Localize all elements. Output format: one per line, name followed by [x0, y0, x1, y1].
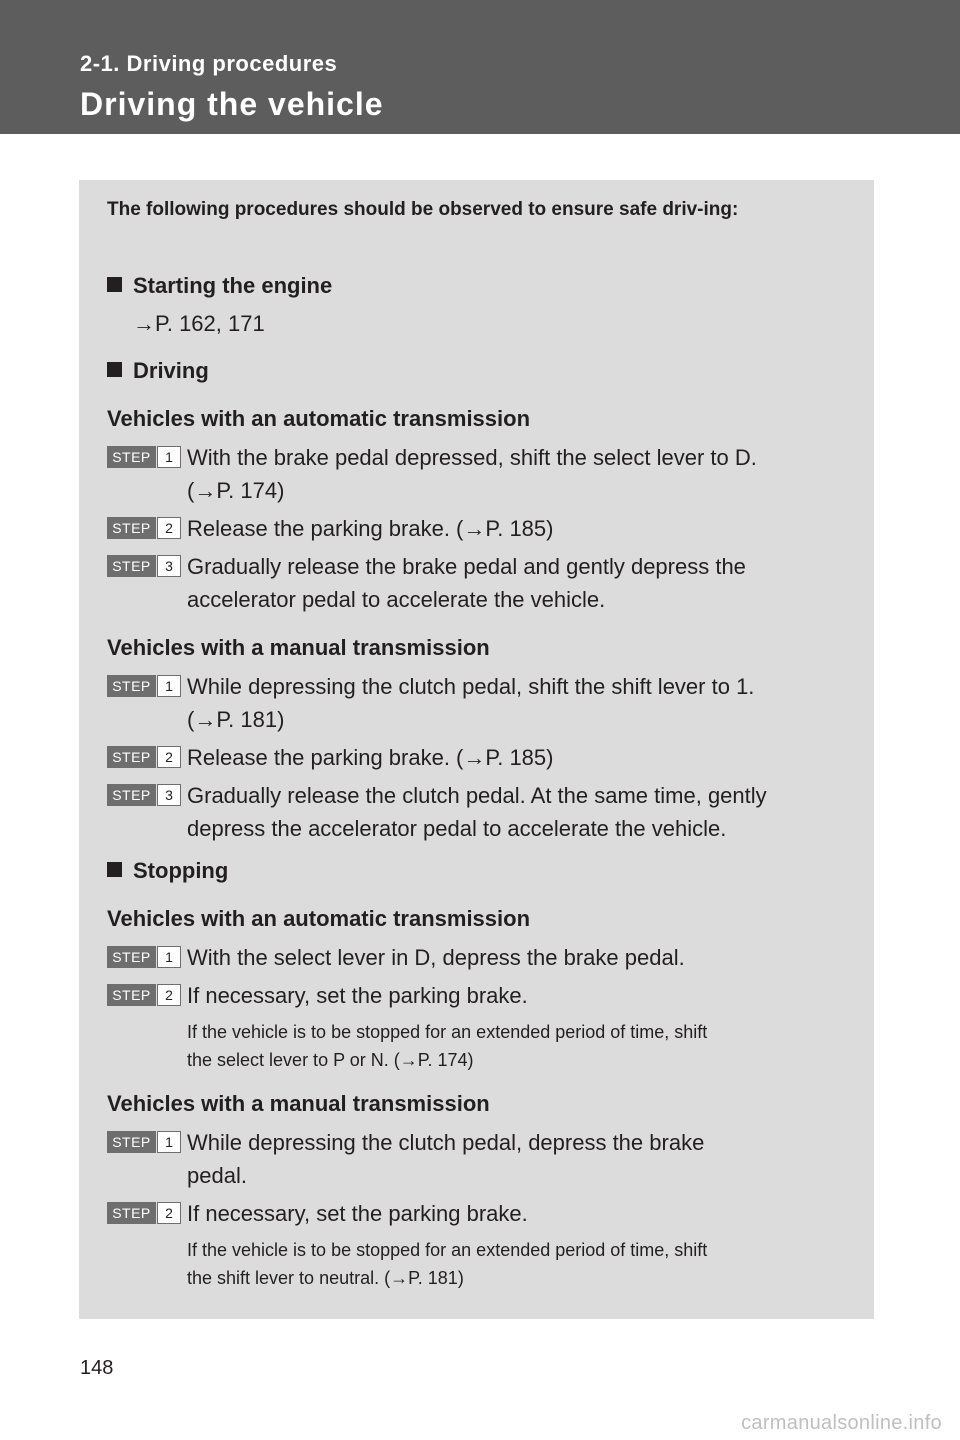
- step-badge-number: 3: [157, 555, 181, 577]
- page-number: 148: [80, 1357, 114, 1379]
- driving-heading-label: Driving: [133, 358, 209, 383]
- step-text: [187, 1126, 840, 1192]
- page-heading: Driving the vehicle: [80, 86, 384, 122]
- step-badge-label: STEP: [107, 1131, 156, 1153]
- step-badge-label: STEP: [107, 446, 156, 468]
- step-badge-number: 2: [157, 1202, 181, 1224]
- step-badge: [107, 446, 181, 468]
- step-badge-label: STEP: [107, 1202, 156, 1224]
- step-badge-number: 2: [157, 517, 181, 539]
- note-line: If the vehicle is to be stopped for an extended period of time, shift: [187, 1240, 708, 1260]
- step-text-line: Release the parking brake. (→P. 185): [187, 516, 554, 541]
- starting-page-ref: →P. 162, 171: [133, 311, 265, 336]
- step-text-line: If necessary, set the parking brake.: [187, 1201, 528, 1226]
- step-text-line: depress the accelerator pedal to accelerate the vehicle.: [187, 816, 727, 841]
- step-badge: [107, 984, 181, 1006]
- square-bullet-icon: [107, 862, 122, 877]
- step-text-line: accelerator pedal to accelerate the vehicle.: [187, 587, 606, 612]
- step-badge: [107, 1202, 181, 1224]
- step-text-line: While depressing the clutch pedal, depress the brake: [187, 1130, 705, 1155]
- step-text-line: (→P. 181): [187, 707, 285, 732]
- stopping-heading: [107, 858, 228, 884]
- driving-heading: [107, 358, 209, 384]
- step-badge-number: 1: [157, 1131, 181, 1153]
- step-text-line: With the brake pedal depressed, shift the select lever to D.: [187, 445, 757, 470]
- square-bullet-icon: [107, 362, 122, 377]
- step-text-line: With the select lever in D, depress the brake pedal.: [187, 945, 685, 970]
- step-text: [187, 670, 840, 736]
- step-badge-number: 1: [157, 446, 181, 468]
- step-badge: [107, 784, 181, 806]
- note-line: the shift lever to neutral. (→P. 181): [187, 1268, 464, 1288]
- step-text-line: If necessary, set the parking brake.: [187, 983, 528, 1008]
- page-header: [0, 0, 960, 134]
- step-badge-number: 1: [157, 675, 181, 697]
- step-badge-label: STEP: [107, 675, 156, 697]
- step-badge-number: 2: [157, 984, 181, 1006]
- step-text: [187, 941, 840, 974]
- step-badge: [107, 675, 181, 697]
- step-badge-label: STEP: [107, 784, 156, 806]
- driving-automatic-heading: Vehicles with an automatic transmission: [107, 406, 531, 431]
- step-text-line: Release the parking brake. (→P. 185): [187, 745, 554, 770]
- step-text: [187, 512, 840, 545]
- note-text: [187, 1236, 840, 1292]
- step-badge: [107, 1131, 181, 1153]
- step-text: [187, 741, 840, 774]
- step-badge-label: STEP: [107, 555, 156, 577]
- stopping-manual-heading: Vehicles with a manual transmission: [107, 1091, 490, 1116]
- starting-heading-label: Starting the engine: [133, 273, 333, 298]
- step-text: [187, 550, 840, 616]
- square-bullet-icon: [107, 277, 122, 292]
- step-badge: [107, 946, 181, 968]
- step-text: [187, 979, 840, 1012]
- step-badge-number: 1: [157, 946, 181, 968]
- note-text: [187, 1018, 840, 1074]
- step-text-line: While depressing the clutch pedal, shift the shift lever to 1.: [187, 674, 755, 699]
- step-badge-number: 2: [157, 746, 181, 768]
- driving-manual-heading: Vehicles with a manual transmission: [107, 635, 490, 660]
- step-badge-label: STEP: [107, 746, 156, 768]
- watermark[interactable]: carmanualsonline.info: [741, 1412, 942, 1434]
- stopping-automatic-heading: Vehicles with an automatic transmission: [107, 906, 531, 931]
- step-badge: [107, 746, 181, 768]
- intro-text: The following procedures should be observed to ensure safe driv-ing:: [107, 199, 739, 220]
- step-text: [187, 1197, 840, 1230]
- note-line: the select lever to P or N. (→P. 174): [187, 1050, 474, 1070]
- step-badge-label: STEP: [107, 984, 156, 1006]
- starting-heading: [107, 273, 332, 299]
- step-text: [187, 441, 840, 507]
- step-text-line: Gradually release the clutch pedal. At the same time, gently: [187, 783, 767, 808]
- stopping-heading-label: Stopping: [133, 858, 229, 883]
- step-text-line: Gradually release the brake pedal and gently depress the: [187, 554, 746, 579]
- step-text: [187, 779, 840, 845]
- step-text-line: (→P. 174): [187, 478, 285, 503]
- note-line: If the vehicle is to be stopped for an extended period of time, shift: [187, 1022, 708, 1042]
- step-badge-number: 3: [157, 784, 181, 806]
- step-text-line: pedal.: [187, 1163, 247, 1188]
- step-badge-label: STEP: [107, 517, 156, 539]
- step-badge: [107, 517, 181, 539]
- section-label: 2-1. Driving procedures: [80, 51, 338, 76]
- step-badge: [107, 555, 181, 577]
- step-badge-label: STEP: [107, 946, 156, 968]
